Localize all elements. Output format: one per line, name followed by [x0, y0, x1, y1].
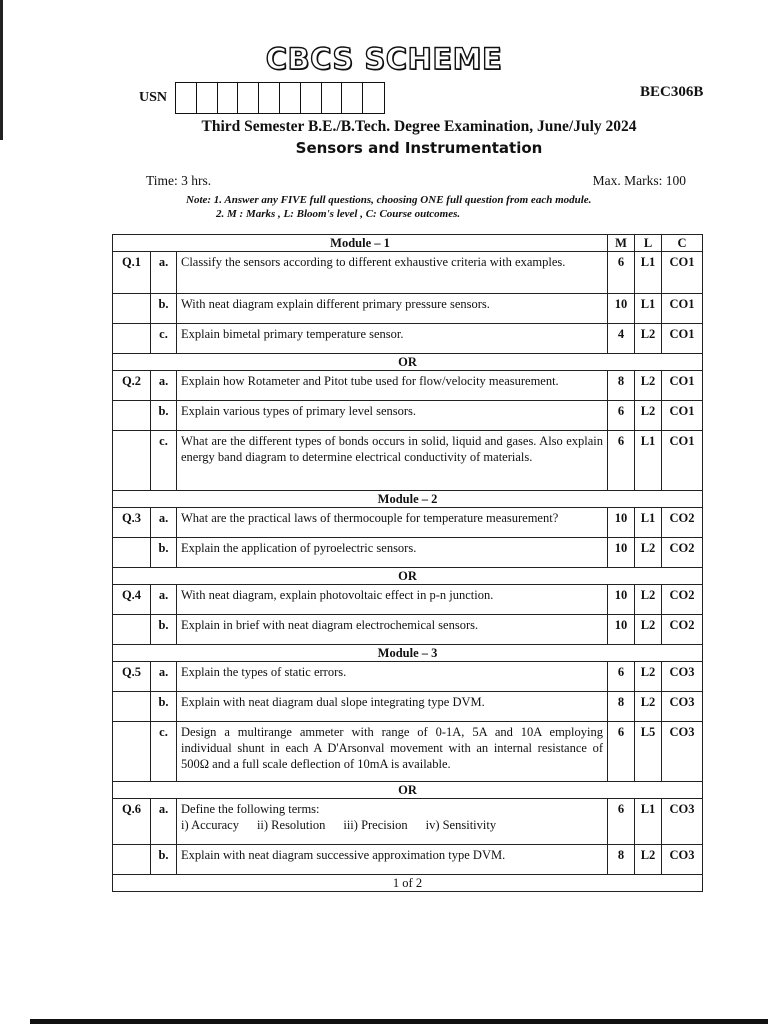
question-row	[113, 615, 703, 645]
question-row	[113, 538, 703, 568]
marks: 6	[608, 662, 635, 692]
question-row	[113, 845, 703, 875]
part-label: b.	[151, 538, 177, 568]
usn-box[interactable]	[342, 83, 363, 113]
scheme-banner: CBCS SCHEME	[265, 42, 503, 76]
part-label: a.	[151, 662, 177, 692]
part-label: a.	[151, 508, 177, 538]
module-1-title: Module – 1	[113, 235, 608, 252]
marks: 10	[608, 294, 635, 324]
course-outcome: CO3	[662, 845, 703, 875]
scan-edge	[30, 1019, 768, 1024]
blooms-level: L1	[635, 431, 662, 491]
blooms-level: L5	[635, 722, 662, 782]
instructions-note	[186, 193, 591, 221]
course-outcome: CO1	[662, 401, 703, 431]
part-label: a.	[151, 371, 177, 401]
usn-box[interactable]	[218, 83, 239, 113]
or-label: OR	[113, 354, 703, 371]
question-number: Q.6	[113, 799, 151, 845]
marks: 6	[608, 252, 635, 294]
or-label: OR	[113, 568, 703, 585]
course-outcome: CO2	[662, 615, 703, 645]
course-outcome: CO3	[662, 799, 703, 845]
part-label: c.	[151, 722, 177, 782]
question-text: Design a multirange ammeter with range of 0-1A, 5A and 10A employing individual shunt in each A D'Arsonval movement with an internal resistance of 500Ω and a full scale deflection of 10mA is available.	[177, 722, 608, 782]
question-text: Explain the types of static errors.	[177, 662, 608, 692]
question-row	[113, 585, 703, 615]
marks: 8	[608, 371, 635, 401]
question-row	[113, 252, 703, 294]
part-label: c.	[151, 431, 177, 491]
or-divider	[113, 568, 703, 585]
usn-box[interactable]	[301, 83, 322, 113]
or-divider	[113, 354, 703, 371]
question-row	[113, 401, 703, 431]
usn-label: USN	[139, 90, 168, 105]
question-number: Q.3	[113, 508, 151, 538]
term-list	[181, 817, 603, 833]
col-co-header: C	[662, 235, 703, 252]
part-label: c.	[151, 324, 177, 354]
note-line-1: Note: 1. Answer any FIVE full questions, choosing ONE full question from each module.	[186, 194, 592, 206]
part-label: b.	[151, 692, 177, 722]
question-text: Explain various types of primary level sensors.	[177, 401, 608, 431]
question-number: Q.4	[113, 585, 151, 615]
course-outcome: CO3	[662, 722, 703, 782]
part-label: b.	[151, 615, 177, 645]
part-label: a.	[151, 799, 177, 845]
course-outcome: CO2	[662, 585, 703, 615]
blooms-level: L1	[635, 508, 662, 538]
part-label: a.	[151, 585, 177, 615]
note-line-2: 2. M : Marks , L: Bloom's level , C: Course outcomes.	[216, 208, 461, 220]
blooms-level: L1	[635, 799, 662, 845]
marks: 10	[608, 615, 635, 645]
question-row	[113, 294, 703, 324]
question-row	[113, 431, 703, 491]
marks: 10	[608, 585, 635, 615]
blooms-level: L1	[635, 252, 662, 294]
question-row	[113, 324, 703, 354]
course-outcome: CO3	[662, 692, 703, 722]
module-header	[113, 235, 703, 252]
course-outcome: CO1	[662, 252, 703, 294]
usn-box[interactable]	[197, 83, 218, 113]
question-lead: Define the following terms:	[181, 802, 320, 816]
question-text: Explain the application of pyroelectric sensors.	[177, 538, 608, 568]
exam-time: Time: 3 hrs.	[146, 173, 212, 188]
question-text: Explain how Rotameter and Pitot tube used for flow/velocity measurement.	[177, 371, 608, 401]
question-number: Q.1	[113, 252, 151, 294]
exam-title: Third Semester B.E./B.Tech. Degree Examination, June/July 2024	[201, 118, 637, 135]
course-outcome: CO3	[662, 662, 703, 692]
col-level-header: L	[635, 235, 662, 252]
part-label: b.	[151, 401, 177, 431]
term-item: iii) Precision	[343, 818, 408, 832]
blooms-level: L2	[635, 692, 662, 722]
module-header	[113, 491, 703, 508]
question-row	[113, 662, 703, 692]
question-text: Explain with neat diagram dual slope integrating type DVM.	[177, 692, 608, 722]
usn-box[interactable]	[176, 83, 197, 113]
course-outcome: CO2	[662, 538, 703, 568]
page-number: 1 of 2	[113, 875, 703, 892]
term-item: i) Accuracy	[181, 818, 239, 832]
part-label: b.	[151, 845, 177, 875]
question-text: Classify the sensors according to different exhaustive criteria with examples.	[177, 252, 608, 294]
question-text: Explain in brief with neat diagram electrochemical sensors.	[177, 615, 608, 645]
max-marks: Max. Marks: 100	[592, 173, 686, 188]
question-text: Explain with neat diagram successive approximation type DVM.	[177, 845, 608, 875]
marks: 4	[608, 324, 635, 354]
blooms-level: L2	[635, 371, 662, 401]
question-text: With neat diagram explain different primary pressure sensors.	[177, 294, 608, 324]
course-outcome: CO1	[662, 371, 703, 401]
marks: 10	[608, 508, 635, 538]
module-2-title: Module – 2	[113, 491, 703, 508]
module-header	[113, 645, 703, 662]
usn-box[interactable]	[363, 83, 384, 113]
or-label: OR	[113, 782, 703, 799]
col-marks-header: M	[608, 235, 635, 252]
blooms-level: L2	[635, 585, 662, 615]
question-number: Q.5	[113, 662, 151, 692]
question-text	[177, 799, 608, 845]
question-text: What are the practical laws of thermocouple for temperature measurement?	[177, 508, 608, 538]
course-outcome: CO1	[662, 324, 703, 354]
marks: 6	[608, 799, 635, 845]
question-row	[113, 722, 703, 782]
marks: 8	[608, 845, 635, 875]
blooms-level: L2	[635, 324, 662, 354]
term-item: iv) Sensitivity	[425, 818, 497, 832]
usn-box[interactable]	[238, 83, 259, 113]
blooms-level: L2	[635, 662, 662, 692]
question-row	[113, 371, 703, 401]
blooms-level: L2	[635, 538, 662, 568]
usn-box[interactable]	[280, 83, 301, 113]
marks: 8	[608, 692, 635, 722]
page-footer-row	[113, 875, 703, 892]
usn-box[interactable]	[259, 83, 280, 113]
marks: 6	[608, 722, 635, 782]
marks: 10	[608, 538, 635, 568]
usn-box[interactable]	[322, 83, 343, 113]
course-outcome: CO1	[662, 294, 703, 324]
marks: 6	[608, 401, 635, 431]
question-row	[113, 692, 703, 722]
blooms-level: L1	[635, 294, 662, 324]
usn-boxes[interactable]	[175, 82, 385, 114]
question-table	[112, 234, 703, 892]
or-divider	[113, 782, 703, 799]
question-text: What are the different types of bonds occurs in solid, liquid and gases. Also explain energy band diagram to determine electrical conductivity of materials.	[177, 431, 608, 491]
paper-code: BEC306B	[640, 84, 704, 100]
course-outcome: CO1	[662, 431, 703, 491]
question-row	[113, 799, 703, 845]
subject-title: Sensors and Instrumentation	[295, 139, 543, 157]
blooms-level: L2	[635, 845, 662, 875]
marks: 6	[608, 431, 635, 491]
part-label: a.	[151, 252, 177, 294]
question-text: Explain bimetal primary temperature sensor.	[177, 324, 608, 354]
part-label: b.	[151, 294, 177, 324]
term-item: ii) Resolution	[256, 818, 326, 832]
question-text: With neat diagram, explain photovoltaic effect in p-n junction.	[177, 585, 608, 615]
course-outcome: CO2	[662, 508, 703, 538]
blooms-level: L2	[635, 615, 662, 645]
module-3-title: Module – 3	[113, 645, 703, 662]
question-row	[113, 508, 703, 538]
question-number: Q.2	[113, 371, 151, 401]
blooms-level: L2	[635, 401, 662, 431]
